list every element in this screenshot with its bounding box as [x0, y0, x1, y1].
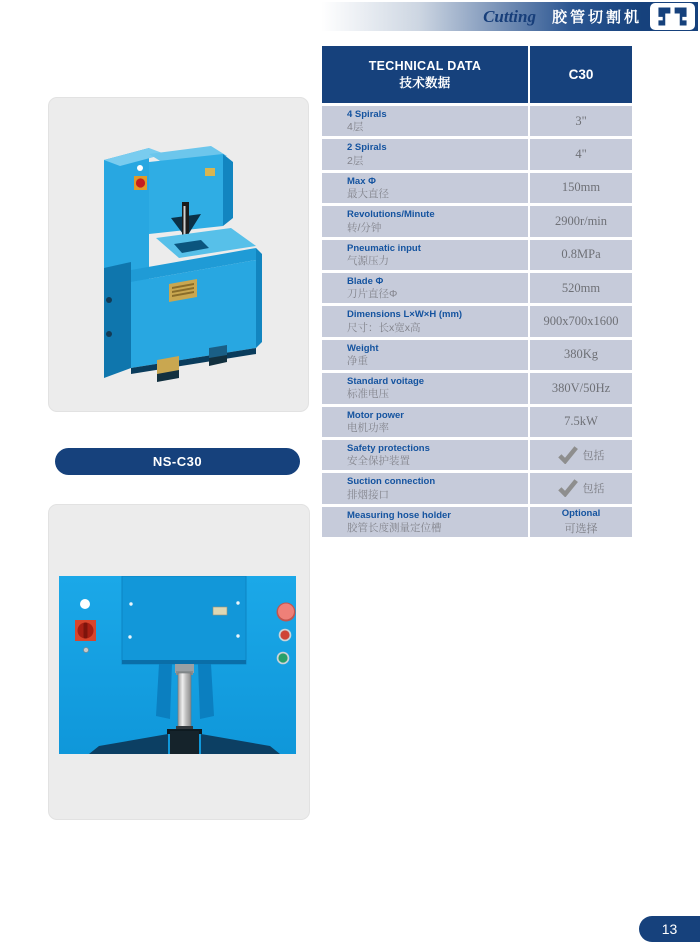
brand-logo-icon: [650, 3, 695, 30]
spec-label-en: Safety protections: [347, 442, 430, 454]
table-row: [322, 340, 632, 370]
spec-label-en: Max Φ: [347, 175, 376, 187]
spec-value: 380V/50Hz: [551, 380, 611, 395]
spec-label-en: Measuring hose holder: [347, 509, 451, 521]
machine-photo-card: [48, 97, 309, 412]
piston-block: [170, 731, 199, 754]
table-row: [322, 440, 632, 470]
table-row: [322, 106, 632, 136]
spec-label-zh: 最大直径: [347, 188, 389, 201]
table-header-row: [322, 46, 632, 103]
spec-label-en: Revolutions/Minute: [347, 209, 435, 221]
spec-label-en: Motor power: [347, 409, 404, 421]
spec-label-zh: 转/分钟: [347, 221, 382, 234]
table-row: [322, 273, 632, 303]
section-title-zh: 胶管切割机: [551, 9, 642, 26]
machine-photo: [49, 98, 308, 411]
spec-label-zh: 电机功率: [347, 421, 389, 434]
spec-label-zh: 4层: [347, 121, 364, 134]
table-title: TECHNICAL DATA: [368, 58, 482, 73]
spec-value: 3": [575, 113, 587, 128]
spec-value: 包括: [582, 450, 605, 463]
spec-value: 7.5kW: [564, 414, 598, 429]
table-row: [322, 240, 632, 270]
spec-label-zh: 胶管长度测量定位槽: [347, 522, 442, 535]
spec-value-optional: Optional: [561, 507, 601, 519]
table-row: [322, 473, 632, 503]
spec-value: 2900r/min: [554, 213, 608, 228]
spec-label-en: Blade Φ: [347, 275, 384, 287]
spec-label-en: Weight: [347, 342, 379, 354]
spec-label-en: Dimensions L×W×H (mm): [347, 309, 463, 321]
table-row: [322, 139, 632, 169]
page-number: 13: [639, 916, 700, 942]
table-row: [322, 173, 632, 203]
check-icon: [558, 479, 578, 497]
model-badge: NS-C30: [55, 448, 300, 475]
technical-data-table: [322, 46, 632, 537]
spec-label-zh: 安全保护装置: [347, 455, 410, 468]
spec-value: 包括: [582, 483, 605, 496]
spec-value: 4": [575, 147, 587, 162]
spec-label-zh: 2层: [347, 154, 364, 167]
table-row: [322, 507, 632, 537]
spec-label-en: Pneumatic input: [347, 242, 421, 254]
section-title-en: Cutting: [483, 6, 536, 26]
check-icon: [558, 446, 578, 464]
machine-detail-card: [48, 504, 310, 820]
spec-label-zh: 标准电压: [347, 388, 389, 401]
table-subtitle: 技术数据: [399, 75, 451, 90]
spec-value: 150mm: [561, 180, 601, 195]
table-row: [322, 306, 632, 336]
control-label: [213, 607, 227, 615]
spec-label-zh: 排烟接口: [347, 488, 389, 501]
page-header: [0, 2, 698, 31]
spec-value: 可选择: [564, 522, 598, 535]
spec-value: 0.8MPa: [561, 247, 601, 262]
white-button: [80, 599, 90, 609]
spec-value: 520mm: [561, 280, 601, 295]
table-row: [322, 407, 632, 437]
table-row: [322, 206, 632, 236]
table-header-specs: [322, 46, 528, 103]
spec-label-zh: 净重: [347, 355, 368, 368]
spec-label-en: Standard voitage: [347, 376, 425, 388]
machine-detail-photo: [59, 576, 296, 754]
indicator-dot: [137, 165, 143, 171]
spec-value: 900x700x1600: [543, 314, 619, 329]
spec-label-en: 2 Spirals: [347, 142, 387, 154]
table-header-model: C30: [530, 46, 632, 103]
spec-label-zh: 尺寸：长x宽x高: [347, 321, 421, 334]
spec-label-zh: 气源压力: [347, 254, 389, 267]
spec-label-en: 4 Spirals: [347, 108, 387, 120]
spec-value: 380Kg: [563, 347, 599, 362]
spec-label-en: Suction connection: [347, 476, 436, 488]
spec-label-zh: 刀片直径Φ: [347, 288, 398, 301]
piston-cylinder: [178, 673, 191, 731]
table-row: [322, 373, 632, 403]
